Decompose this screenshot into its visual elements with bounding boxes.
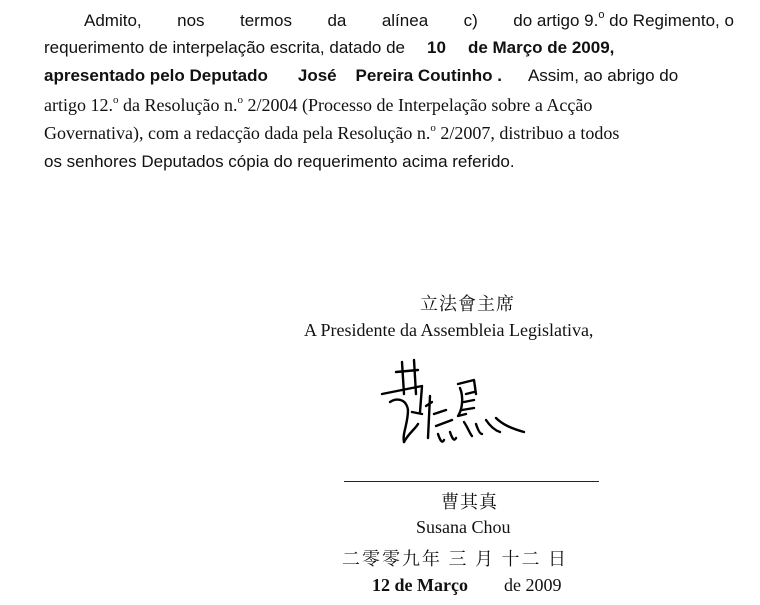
date-portuguese — [372, 575, 561, 596]
resolution-text: da Resolução n. — [118, 95, 238, 115]
president-title-chinese: 立法會主席 — [420, 294, 515, 314]
word: termos — [240, 11, 292, 30]
paragraph-line-6: os senhores Deputados cópia do requerimento acima referido. — [44, 152, 515, 171]
handwritten-signature-icon — [378, 354, 528, 454]
word: da — [327, 11, 347, 30]
distribution-text: 2/2007, distribuo a todos — [435, 123, 620, 143]
word: alínea — [381, 11, 429, 30]
paragraph-line-1 — [84, 9, 734, 33]
word-group — [513, 9, 734, 33]
date-chinese: 二零零九年 三 月 十二 日 — [342, 549, 568, 569]
shelter-text: Assim, ao abrigo do — [527, 66, 679, 85]
signature-line — [344, 481, 599, 482]
resolution-rest: 2/2004 (Processo de Interpelação sobre a Acção — [242, 95, 593, 115]
date-day-month: 12 de Março — [372, 575, 468, 595]
ordinal-sup: o — [237, 94, 243, 106]
request-text: requerimento de interpelação escrita, datado de — [44, 38, 406, 57]
request-day: 10 — [427, 38, 446, 57]
deputy-name: José Pereira Coutinho . — [297, 66, 502, 85]
governance-text: Governativa), com a redacção dada pela Resolução n. — [44, 123, 431, 143]
president-name-portuguese: Susana Chou — [416, 517, 511, 537]
presented-by: apresentado pelo Deputado — [44, 66, 268, 85]
president-title-portuguese: A Presidente da Assembleia Legislativa, — [304, 320, 594, 340]
regiment-ref: do Regimento, o — [604, 11, 734, 30]
word: nos — [177, 11, 205, 30]
ordinal-sup: o — [598, 9, 605, 22]
paragraph-line-4 — [44, 93, 592, 117]
word: Admito, — [84, 11, 142, 30]
paragraph-line-2 — [44, 36, 614, 60]
ordinal-sup: o — [113, 94, 119, 106]
article-12: artigo 12. — [44, 95, 113, 115]
ordinal-sup: o — [430, 122, 436, 134]
president-name-chinese: 曹其真 — [441, 492, 498, 512]
request-month-year: de Março de 2009, — [467, 38, 615, 57]
paragraph-line-5 — [44, 121, 619, 145]
date-year: de 2009 — [503, 575, 562, 595]
article-ref: do artigo 9. — [513, 11, 599, 30]
paragraph-line-3 — [44, 64, 678, 88]
word: c) — [463, 11, 478, 30]
